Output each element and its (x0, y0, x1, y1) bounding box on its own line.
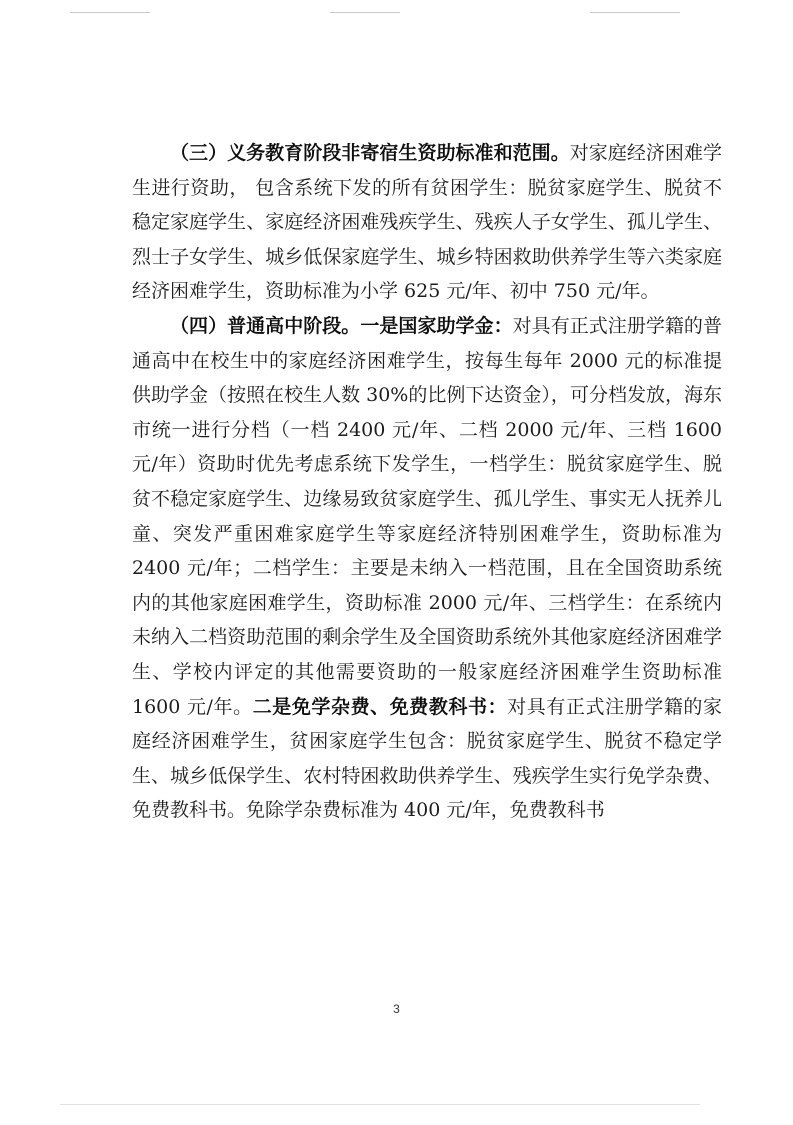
section-4-part-2-body: 对具有正式注册学籍的家庭经济困难学生，贫困家庭学生包含：脱贫家庭学生、脱贫不稳定学生、城乡低保学生、农村特困救助供养学生、残疾学生实行免学杂费、免费教科书。免除学杂费标准为 400 元/年，免费教科书 (132, 695, 722, 822)
document-body (132, 136, 722, 828)
section-3-heading: （三）义务教育阶段非寄宿生资助标准和范围。 (170, 142, 570, 164)
section-4-part-1-body: 对具有正式注册学籍的普通高中在校生中的家庭经济困难学生，按每生每年 2000 元的标准提供助学金（按照在校生人数 30%的比例下达资金），可分档发放，海东市统一进行分档（一档 2400 元/年、二档 2000 元/年、三档 1600 元/年）资助时优先考虑系统下发学生，一档学生：脱贫家庭学生、脱贫不稳定家庭学生、边缘易致贫家庭学生、孤儿学生、事实无人抚养儿童、突发严重困难家庭学生等家庭经济特别困难学生，资助标准为 2400 元/年；二档学生：主要是未纳入一档范围，且在全国资助系统内的其他家庭困难学生，资助标准 2000 元/年、三档学生：在系统内未纳入二档资助范围的剩余学生及全国资助系统外其他家庭经济困难学生、学校内评定的其他需要资助的一般家庭经济困难学生资助标准 1600 元/年。 (132, 314, 722, 718)
scan-artifact (60, 1104, 700, 1105)
section-4-heading: （四）普通高中阶段。 (170, 314, 361, 337)
section-4-part-2-heading: 二是免学杂费、免费教科书： (252, 695, 508, 718)
paragraph-section-4 (132, 309, 722, 828)
section-3-body: 对家庭经济困难学生进行资助， 包含系统下发的所有贫困学生：脱贫家庭学生、脱贫不稳定家庭学生、家庭经济困难残疾学生、残疾人子女学生、孤儿学生、烈士子女学生、城乡低保家庭学生、城乡特困救助供养学生等六类家庭经济困难学生，资助标准为小学 625 元/年、初中 750 元/年。 (132, 142, 722, 303)
page-number: 3 (393, 1002, 400, 1016)
scan-artifact (330, 12, 400, 13)
section-4-part-1-heading: 一是国家助学金： (360, 314, 513, 337)
scan-artifact (70, 12, 150, 13)
paragraph-section-3 (132, 136, 722, 309)
scan-artifact (590, 12, 680, 13)
